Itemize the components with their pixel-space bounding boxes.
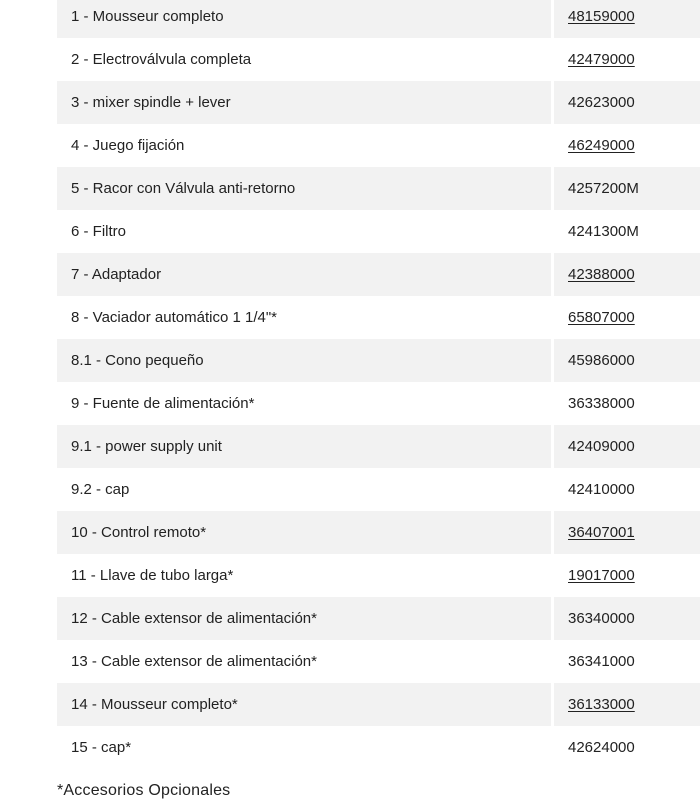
part-code-cell (554, 38, 700, 81)
table-row (57, 597, 700, 640)
part-code-cell (554, 554, 700, 597)
table-row (57, 124, 700, 167)
part-code: 4257200M (568, 180, 639, 197)
part-code: 36341000 (568, 653, 635, 670)
part-name: 3 - mixer spindle + lever (57, 81, 551, 124)
part-code-link[interactable]: 65807000 (568, 309, 635, 326)
part-code-cell (554, 253, 700, 296)
part-name: 8 - Vaciador automático 1 1/4"* (71, 309, 277, 326)
part-name: 9.1 - power supply unit (57, 425, 551, 468)
part-name: 13 - Cable extensor de alimentación* (71, 653, 317, 670)
part-name: 2 - Electroválvula completa (71, 51, 252, 68)
part-code: 42410000 (568, 481, 635, 498)
table-row (57, 382, 700, 425)
part-code-cell (554, 124, 700, 167)
part-code-link[interactable]: 42388000 (568, 266, 635, 283)
part-code: 4241300M (568, 223, 639, 240)
part-name: 10 - Control remoto* (57, 511, 551, 554)
table-row (57, 339, 700, 382)
table-row (57, 511, 700, 554)
part-code-cell (554, 81, 700, 124)
part-name: 7 - Adaptador (57, 253, 551, 296)
spare-parts-table (57, 0, 700, 769)
part-code-cell (554, 511, 700, 554)
part-code-cell (554, 640, 700, 683)
part-code-link[interactable]: 36133000 (568, 696, 635, 713)
part-code-link[interactable]: 19017000 (568, 567, 635, 584)
optional-accessories-note: *Accesorios Opcionales (57, 782, 231, 799)
part-name: 12 - Cable extensor de alimentación* (57, 597, 551, 640)
table-row (57, 296, 700, 339)
part-code: 42623000 (568, 94, 635, 111)
part-code-cell (554, 0, 700, 38)
part-code: 45986000 (568, 352, 635, 369)
table-row (57, 167, 700, 210)
part-code-cell (554, 468, 700, 511)
part-code: 36340000 (568, 610, 635, 627)
part-code-cell (554, 425, 700, 468)
table-row (57, 81, 700, 124)
part-code-link[interactable]: 42479000 (568, 51, 635, 68)
part-name: 15 - cap* (71, 739, 132, 756)
part-code-cell (554, 597, 700, 640)
table-row (57, 554, 700, 597)
part-name: 14 - Mousseur completo* (57, 683, 551, 726)
part-name: 8.1 - Cono pequeño (57, 339, 551, 382)
table-row (57, 210, 700, 253)
table-row (57, 468, 700, 511)
part-name: 6 - Filtro (71, 223, 127, 240)
part-code-link[interactable]: 48159000 (568, 8, 635, 25)
part-code-cell (554, 167, 700, 210)
part-name: 5 - Racor con Válvula anti-retorno (57, 167, 551, 210)
table-row (57, 38, 700, 81)
table-row (57, 683, 700, 726)
part-name: 9.2 - cap (71, 481, 130, 498)
part-code: 42409000 (568, 438, 635, 455)
part-code-link[interactable]: 46249000 (568, 137, 635, 154)
part-code-cell (554, 683, 700, 726)
part-name: 9 - Fuente de alimentación* (71, 395, 255, 412)
table-row (57, 726, 700, 769)
table-row (57, 0, 700, 38)
part-code-link[interactable]: 36407001 (568, 524, 635, 541)
table-row (57, 253, 700, 296)
part-name: 1 - Mousseur completo (57, 0, 551, 38)
table-row (57, 640, 700, 683)
part-code-cell (554, 296, 700, 339)
part-code-cell (554, 339, 700, 382)
part-code: 42624000 (568, 739, 635, 756)
table-row (57, 425, 700, 468)
part-code-cell (554, 210, 700, 253)
part-code-cell (554, 382, 700, 425)
part-name: 11 - Llave de tubo larga* (71, 567, 234, 584)
part-name: 4 - Juego fijación (71, 137, 185, 154)
part-code-cell (554, 726, 700, 769)
part-code: 36338000 (568, 395, 635, 412)
